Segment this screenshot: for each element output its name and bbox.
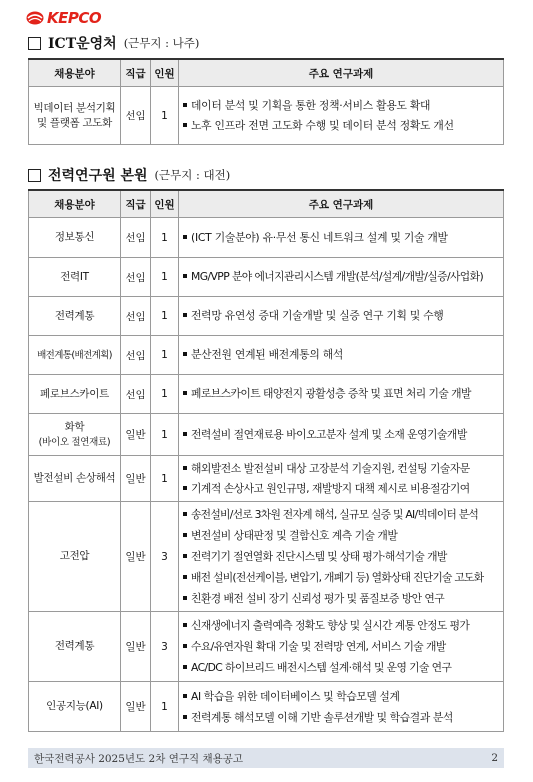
task-item: 전력기기 절연열화 진단시스템 및 상태 평가·해석기술 개발: [183, 546, 500, 567]
bullet-icon: [183, 512, 187, 516]
tasks-cell: [179, 258, 504, 297]
task-item: 변전설비 상태판정 및 결함신호 계측 기술 개발: [183, 525, 500, 546]
task-item: 노후 인프라 전면 고도화 수행 및 데이터 분석 정확도 개선: [183, 116, 500, 136]
field-cell: 발전설비 손상해석: [29, 456, 121, 502]
count-cell: 1: [151, 375, 179, 414]
grade-cell: 선임: [121, 375, 151, 414]
bullet-icon: [183, 554, 187, 558]
header-field: 채용분야: [29, 59, 121, 87]
grade-cell: 일반: [121, 612, 151, 682]
count-cell: 1: [151, 414, 179, 456]
header-count: 인원: [151, 190, 179, 218]
task-item: 기계적 손상사고 원인규명, 재발방지 대책 제시로 비용절감기여: [183, 479, 500, 499]
task-item: 수요/유연자원 확대 기술 및 전력망 연계, 서비스 기술 개발: [183, 636, 500, 657]
bullet-icon: [183, 352, 187, 356]
table-header-row: [29, 59, 504, 87]
grade-cell: 일반: [121, 456, 151, 502]
section-location: (근무지 : 대전): [154, 168, 231, 182]
table-row: [29, 336, 504, 375]
field-cell: 전력계통: [29, 612, 121, 682]
section-title: 전력연구원 본원: [48, 168, 148, 184]
kepri-recruit-table: [28, 189, 504, 732]
table-row: [29, 682, 504, 732]
bullet-icon: [183, 715, 187, 719]
grade-cell: 일반: [121, 682, 151, 732]
kepco-logo: [26, 8, 101, 28]
page-footer: [28, 748, 504, 768]
task-item: (ICT 기술분야) 유·무선 통신 네트워크 설계 및 기술 개발: [183, 228, 500, 248]
count-cell: 1: [151, 258, 179, 297]
bullet-icon: [183, 533, 187, 537]
checkbox-square-icon: [28, 169, 41, 182]
bullet-icon: [183, 274, 187, 278]
count-cell: 1: [151, 456, 179, 502]
section-heading-kepri: [28, 165, 230, 185]
count-cell: 1: [151, 218, 179, 258]
task-item: 해외발전소 발전설비 대상 고장분석 기술지원, 컨설팅 기술자문: [183, 459, 500, 479]
tasks-cell: [179, 87, 504, 145]
table-row: [29, 297, 504, 336]
field-cell: 인공지능(AI): [29, 682, 121, 732]
bullet-icon: [183, 486, 187, 490]
field-cell: [29, 414, 121, 456]
task-item: AI 학습을 위한 데이터베이스 및 학습모델 설계: [183, 686, 500, 707]
header-grade: 직급: [121, 59, 151, 87]
bullet-icon: [183, 432, 187, 436]
bullet-icon: [183, 644, 187, 648]
bullet-icon: [183, 665, 187, 669]
task-item: 송전설비/선로 3차원 전자계 해석, 실규모 실증 및 AI/빅데이터 분석: [183, 504, 500, 525]
ict-recruit-table: [28, 58, 504, 145]
count-cell: 3: [151, 612, 179, 682]
field-cell: 페로브스카이트: [29, 375, 121, 414]
count-cell: 1: [151, 297, 179, 336]
task-item: 전력설비 절연재료용 바이오고분자 설계 및 소재 운영기술개발: [183, 425, 500, 445]
footer-document-title: 한국전력공사 2025년도 2차 연구직 채용공고: [34, 752, 244, 765]
count-cell: 1: [151, 87, 179, 145]
task-item: 전력계통 해석모델 이해 기반 솔루션개발 및 학습결과 분석: [183, 707, 500, 728]
bullet-icon: [183, 391, 187, 395]
page-number: 2: [491, 752, 498, 764]
table-row: [29, 258, 504, 297]
logo-wordmark: KEPCO: [47, 9, 102, 27]
field-cell: 전력IT: [29, 258, 121, 297]
tasks-cell: [179, 336, 504, 375]
task-item: 데이터 분석 및 기획을 통한 정책·서비스 활용도 확대: [183, 96, 500, 116]
field-cell: 배전계통(배전계획): [29, 336, 121, 375]
table-row: [29, 414, 504, 456]
tasks-cell: [179, 297, 504, 336]
grade-cell: 선임: [121, 258, 151, 297]
field-subname: (바이오 절연재료): [38, 436, 111, 448]
header-grade: 직급: [121, 190, 151, 218]
grade-cell: 선임: [121, 218, 151, 258]
task-item: 신재생에너지 출력예측 정확도 향상 및 실시간 계통 안정도 평가: [183, 615, 500, 636]
grade-cell: 선임: [121, 336, 151, 375]
tasks-cell: [179, 375, 504, 414]
table-row: [29, 502, 504, 612]
count-cell: 3: [151, 502, 179, 612]
task-item: 페로브스카이트 태양전지 광활성층 증착 및 표면 처리 기술 개발: [183, 384, 500, 404]
grade-cell: 선임: [121, 297, 151, 336]
task-item: 전력망 유연성 증대 기술개발 및 실증 연구 기획 및 수행: [183, 306, 500, 326]
count-cell: 1: [151, 336, 179, 375]
task-item: AC/DC 하이브리드 배전시스템 설계·해석 및 운영 기술 연구: [183, 657, 500, 678]
field-cell: 전력계통: [29, 297, 121, 336]
bullet-icon: [183, 694, 187, 698]
header-tasks: 주요 연구과제: [179, 190, 504, 218]
tasks-cell: [179, 456, 504, 502]
table-row: [29, 612, 504, 682]
tasks-cell: [179, 414, 504, 456]
task-item: 배전 설비(전선케이블, 변압기, 개폐기 등) 열화상태 진단기술 고도화: [183, 567, 500, 588]
task-item: 친환경 배전 설비 장기 신뢰성 평가 및 품질보증 방안 연구: [183, 588, 500, 609]
section-title: ICT운영처: [48, 36, 117, 52]
count-cell: 1: [151, 682, 179, 732]
task-item: MG/VPP 분야 에너지관리시스템 개발(분석/설계/개발/실증/사업화): [183, 267, 500, 287]
field-name: 화학: [64, 420, 85, 433]
header-field: 채용분야: [29, 190, 121, 218]
bullet-icon: [183, 235, 187, 239]
header-tasks: 주요 연구과제: [179, 59, 504, 87]
bullet-icon: [183, 623, 187, 627]
tasks-cell: [179, 502, 504, 612]
table-header-row: [29, 190, 504, 218]
bullet-icon: [183, 103, 187, 107]
table-row: [29, 87, 504, 145]
bullet-icon: [183, 596, 187, 600]
field-cell: 고전압: [29, 502, 121, 612]
header-count: 인원: [151, 59, 179, 87]
field-cell: 정보통신: [29, 218, 121, 258]
grade-cell: 선임: [121, 87, 151, 145]
bullet-icon: [183, 123, 187, 127]
table-row: [29, 218, 504, 258]
tasks-cell: [179, 612, 504, 682]
kepco-emblem-icon: [26, 11, 44, 25]
tasks-cell: [179, 682, 504, 732]
section-heading-ict: [28, 33, 199, 53]
bullet-icon: [183, 313, 187, 317]
section-location: (근무지 : 나주): [123, 36, 200, 50]
table-row: [29, 456, 504, 502]
checkbox-square-icon: [28, 37, 41, 50]
grade-cell: 일반: [121, 502, 151, 612]
grade-cell: 일반: [121, 414, 151, 456]
bullet-icon: [183, 466, 187, 470]
tasks-cell: [179, 218, 504, 258]
field-cell: 빅데이터 분석기획 및 플랫폼 고도화: [29, 87, 121, 145]
table-row: [29, 375, 504, 414]
task-item: 분산전원 연계된 배전계통의 해석: [183, 345, 500, 365]
bullet-icon: [183, 575, 187, 579]
